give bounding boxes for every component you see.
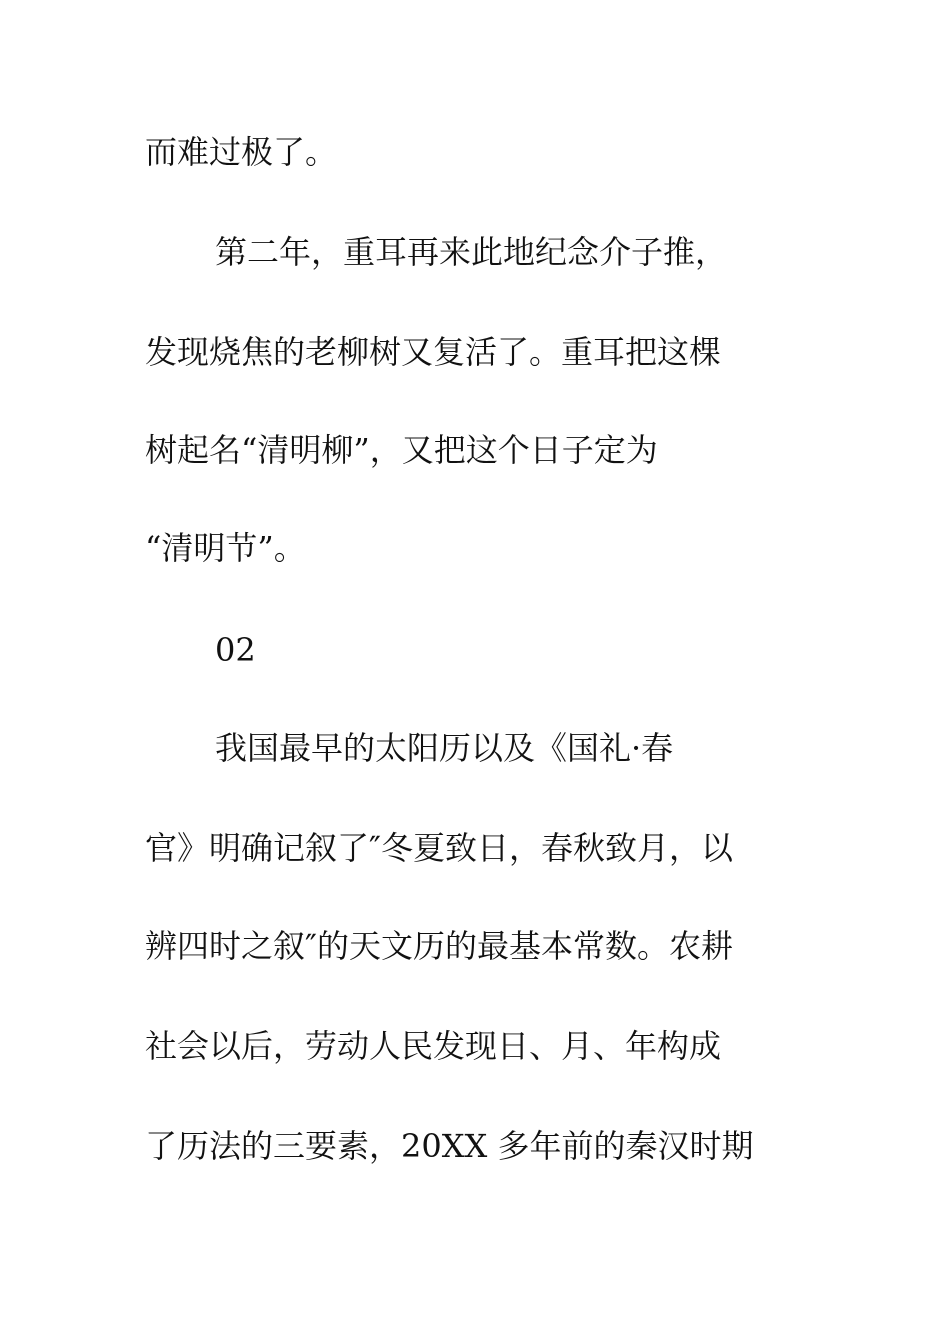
section-number: 02 <box>215 631 256 669</box>
text-line-5: “清明节”。 <box>145 529 306 567</box>
text-line-4: 树起名“清明柳”，又把这个日子定为 <box>145 431 658 469</box>
text-line-9: 辨四时之叙″的天文历的最基本常数。农耕 <box>145 927 733 965</box>
text-line-1: 而难过极了。 <box>145 133 338 171</box>
paragraph-start-line-7: 我国最早的太阳历以及《国礼·春 <box>215 729 674 767</box>
paragraph-start-line-2: 第二年，重耳再来此地纪念介子推， <box>215 233 728 271</box>
text-line-3: 发现烧焦的老柳树又复活了。重耳把这棵 <box>145 333 722 371</box>
text-line-11: 了历法的三要素，20XX 多年前的秦汉时期 <box>145 1127 754 1165</box>
text-line-8: 官》明确记叙了″冬夏致日，春秋致月，以 <box>145 829 733 867</box>
text-line-10: 社会以后，劳动人民发现日、月、年构成 <box>145 1027 722 1065</box>
